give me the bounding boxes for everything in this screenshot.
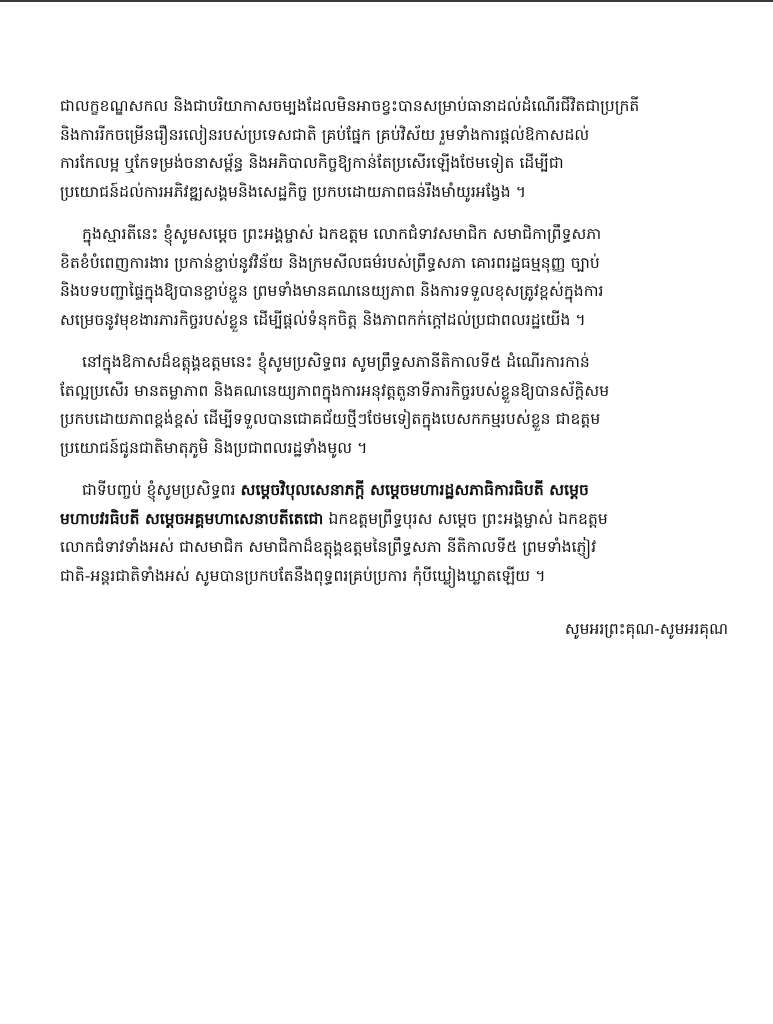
document-body [60,92,740,604]
paragraph-4-line-1-lead: ជាទីបញ្ចប់ ខ្ញុំសូមប្រសិទ្ធពរ [82,481,241,499]
paragraph-1-line-1: ជាលក្ខខណ្ឌសកល និងជាបរិយាកាសចម្បងដែលមិនអាចខ្វះបានសម្រាប់ធានាដល់ដំណើរជីវិតជាប្រក្រតី [60,97,640,115]
paragraph-4-line-4: ជាតិ-អន្តរជាតិទាំងអស់ សូមបានប្រកបតែនឹងពុទ្ធពរគ្រប់ប្រការ កុំបីឃ្លៀងឃ្លាតឡើយ ។ [60,566,546,585]
paragraph-4-line-1-bold: សម្ដេចវិបុលសេនាភក្ដី សម្ដេចមហារដ្ឋសភាធិការធិបតី សម្ដេច [240,481,589,499]
paragraph-2-line-1: ក្នុងស្មារតីនេះ ខ្ញុំសូមសម្ដេច ព្រះអង្គម្ចាស់ ឯកឧត្តម លោកជំទាវសមាជិក សមាជិកាព្រឹទ្ធសភា [82,225,602,243]
paragraph-2 [60,220,740,334]
paragraph-4-line-3: លោកជំទាវទាំងអស់ ជាសមាជិក សមាជិកាដ៏ឧត្តុង្គឧត្តមនៃព្រឹទ្ធសភា នីតិកាលទី៥ ព្រមទាំងភ្ញៀវ [60,538,597,556]
paragraph-4 [60,476,740,590]
paragraph-1-line-4: ប្រយោជន៍ដល់ការអភិវឌ្ឍសង្គមនិងសេដ្ឋកិច្ច ប្រកបដោយភាពធន់រឹងមាំយូរអង្វែង ។ [60,182,527,201]
paragraph-3-line-1: នៅក្នុងឱកាសដ៏ឧត្តុង្គឧត្តមនេះ ខ្ញុំសូមប្រសិទ្ធពរ សូមព្រឹទ្ធសភានីតិកាលទី៥ ដំណើរការកាន់ [82,353,590,371]
paragraph-3-line-3: ប្រកបដោយភាពខ្ពង់ខ្ពស់ ដើម្បីទទួលបានជោគជ័យថ្មីៗថែមទៀតក្នុងបេសកកម្មរបស់ខ្លួន ជាឧត្តម [60,410,601,428]
paragraph-2-line-4: សម្រេចនូវមុខងារភារកិច្ចរបស់ខ្លួន ដើម្បីផ្ដល់ទំនុកចិត្ត និងភាពកក់ក្ដៅដល់ប្រជាពលរដ្ឋយើង ។ [60,310,586,329]
paragraph-4-line-2-rest: ឯកឧត្តមព្រឹទ្ធបុរស សម្ដេច ព្រះអង្គម្ចាស់ ឯកឧត្តម [323,509,608,528]
paragraph-4-line-2-bold: មហាបវរធិបតី សម្ដេចអគ្គមហាសេនាបតីតេជោ [60,509,324,528]
paragraph-1-line-3: ការកែលម្អ ឬកែទម្រង់ចនាសម្ព័ន្ធ និងអភិបាលកិច្ចឱ្យកាន់តែប្រសើរឡើងថែមទៀត ដើម្បីជា [60,154,564,172]
paragraph-1 [60,92,740,206]
paragraph-2-line-3: និងបទបញ្ជាផ្ទៃក្នុងឱ្យបានខ្ជាប់ខ្ជួន ព្រមទាំងមានគណនេយ្យភាព និងការទទួលខុសត្រូវខ្ពស់ក្នុងការ [60,282,604,300]
paragraph-3-line-4: ប្រយោជន៍ជូនជាតិមាតុភូមិ និងប្រជាពលរដ្ឋទាំងមូល ។ [60,438,368,457]
paragraph-3-line-2: តែល្អប្រសើរ មានតម្លាភាព និងគណនេយ្យភាពក្នុងការអនុវត្តតួនាទីភារកិច្ចរបស់ខ្លួនឱ្យបានស័ក្តិសម [60,381,610,400]
paragraph-3 [60,348,740,462]
paragraph-2-line-2: ខិតខំបំពេញការងារ ប្រកាន់ខ្ជាប់នូវវិន័យ និងក្រមសីលធម៌របស់ព្រឹទ្ធសភា គោរពរដ្ឋធម្មនុញ្ញ ច្បាប់ [60,253,600,272]
paragraph-1-line-2: និងការរីកចម្រើនរឿនរលៀនរបស់ប្រទេសជាតិ គ្រប់ផ្នែក គ្រប់វិស័យ រួមទាំងការផ្ដល់ឱកាសដល់ [60,125,590,144]
top-border-line [0,0,773,2]
closing-thanks: សូមអរព្រះគុណ-សូមអរគុណ [564,620,728,638]
